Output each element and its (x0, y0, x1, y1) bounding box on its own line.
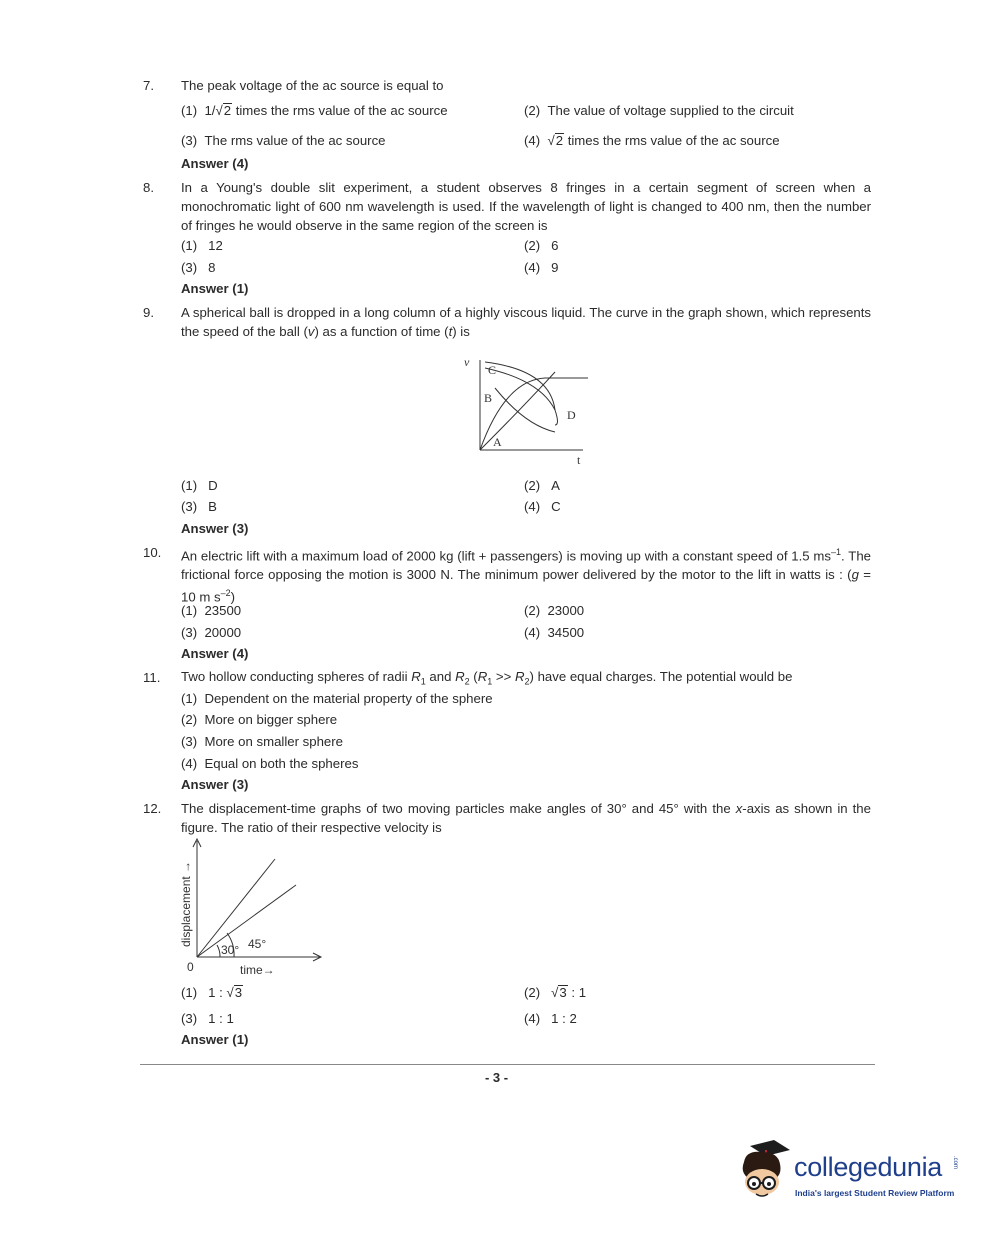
answer: Answer (4) (181, 156, 249, 171)
graph-axis-time: time→ (240, 963, 275, 977)
question-text: The peak voltage of the ac source is equal to (181, 78, 444, 93)
brand-tagline: India's largest Student Review Platform (795, 1188, 955, 1198)
option-4: (4) C (524, 499, 561, 514)
angle-label-45: 45° (248, 937, 267, 951)
option-2: (2) 6 (524, 238, 559, 253)
option-2: (2) The value of voltage supplied to the circuit (524, 103, 794, 118)
option-2: (2) 23000 (524, 603, 585, 618)
answer: Answer (1) (181, 1032, 249, 1047)
question-number: 7. (143, 78, 154, 93)
question-text: An electric lift with a maximum load of 2000 kg (lift + passengers) is moving up with a constant speed of 1.5 $ms^{-1}$. The frictional force opposing the motion is 3000 N. The minimum power delivered by the motor to the lift in watts is : (g = 10 m $s^{-2}$) (181, 547, 871, 605)
curve-label-a: A (493, 435, 502, 449)
question-number: 8. (143, 180, 154, 195)
option-3: (3) 20000 (181, 625, 242, 640)
question-number: 9. (143, 305, 154, 320)
graph-axis-t: t (577, 453, 581, 467)
option-3: (3) 1 : 1 (181, 1011, 234, 1026)
graph-axis-v: v (464, 355, 470, 369)
option-1: (1) 1/√2 times the rms value of the ac source (181, 103, 448, 118)
mascot-icon (736, 1138, 794, 1206)
graph-origin: 0 (187, 960, 194, 974)
question-number: 12. (143, 801, 162, 816)
question-number: 10. (143, 545, 162, 560)
answer: Answer (1) (181, 281, 249, 296)
question-text: A spherical ball is dropped in a long column of a highly viscous liquid. The curve in the graph shown, which represents the speed of the ball (v) as a function of time (t) is (181, 305, 871, 339)
option-4: (4) 34500 (524, 625, 585, 640)
answer: Answer (4) (181, 646, 249, 661)
option-2: (2) √3 : 1 (524, 985, 587, 1000)
option-3: (3) B (181, 499, 217, 514)
brand-com: .com (952, 1156, 958, 1170)
option-1: (1) 1 : √3 (181, 985, 243, 1000)
answer: Answer (3) (181, 521, 249, 536)
option-1: (1) Dependent on the material property of the sphere (181, 691, 493, 706)
question-number: 11. (143, 670, 161, 685)
option-2: (2) More on bigger sphere (181, 712, 338, 727)
option-4: (4) 9 (524, 260, 559, 275)
option-3: (3) More on smaller sphere (181, 734, 343, 749)
option-4: (4) 1 : 2 (524, 1011, 577, 1026)
option-3: (3) The rms value of the ac source (181, 133, 386, 148)
brand-logo (736, 1138, 961, 1206)
displacement-time-graph (172, 835, 337, 983)
speed-time-graph (455, 350, 595, 470)
option-1: (1) D (181, 478, 218, 493)
option-1: (1) 12 (181, 238, 223, 253)
brand-name: collegedunia (794, 1152, 943, 1182)
curve-label-c: C (488, 363, 497, 377)
footer-divider (140, 1064, 875, 1065)
question-text: Two hollow conducting spheres of radii $R_1$ and $R_2$ $(R_1 >> R_2)$ have equal charges. The potential would be (181, 669, 793, 687)
page-number: - 3 - (484, 1070, 509, 1085)
option-1: (1) 23500 (181, 603, 242, 618)
option-4: (4) √2 times the rms value of the ac source (524, 133, 780, 148)
option-3: (3) 8 (181, 260, 216, 275)
question-text: The displacement-time graphs of two moving particles make angles of 30° and 45° with the x-axis as shown in the figure. The ratio of their respective velocity is (181, 801, 871, 835)
answer: Answer (3) (181, 777, 249, 792)
option-4: (4) Equal on both the spheres (181, 756, 359, 771)
graph-axis-displacement: displacement → (179, 860, 193, 947)
angle-label-30: 30° (221, 943, 240, 957)
curve-label-b: B (484, 391, 493, 405)
option-2: (2) A (524, 478, 560, 493)
curve-label-d: D (567, 408, 576, 422)
question-text: In a Young's double slit experiment, a student observes 8 fringes in a certain segment of screen when a monochromatic light of 600 nm wavelength is used. If the wavelength of light is changed to 400 nm, then the number of fringes he would observe in the same region of the screen is (181, 180, 871, 233)
